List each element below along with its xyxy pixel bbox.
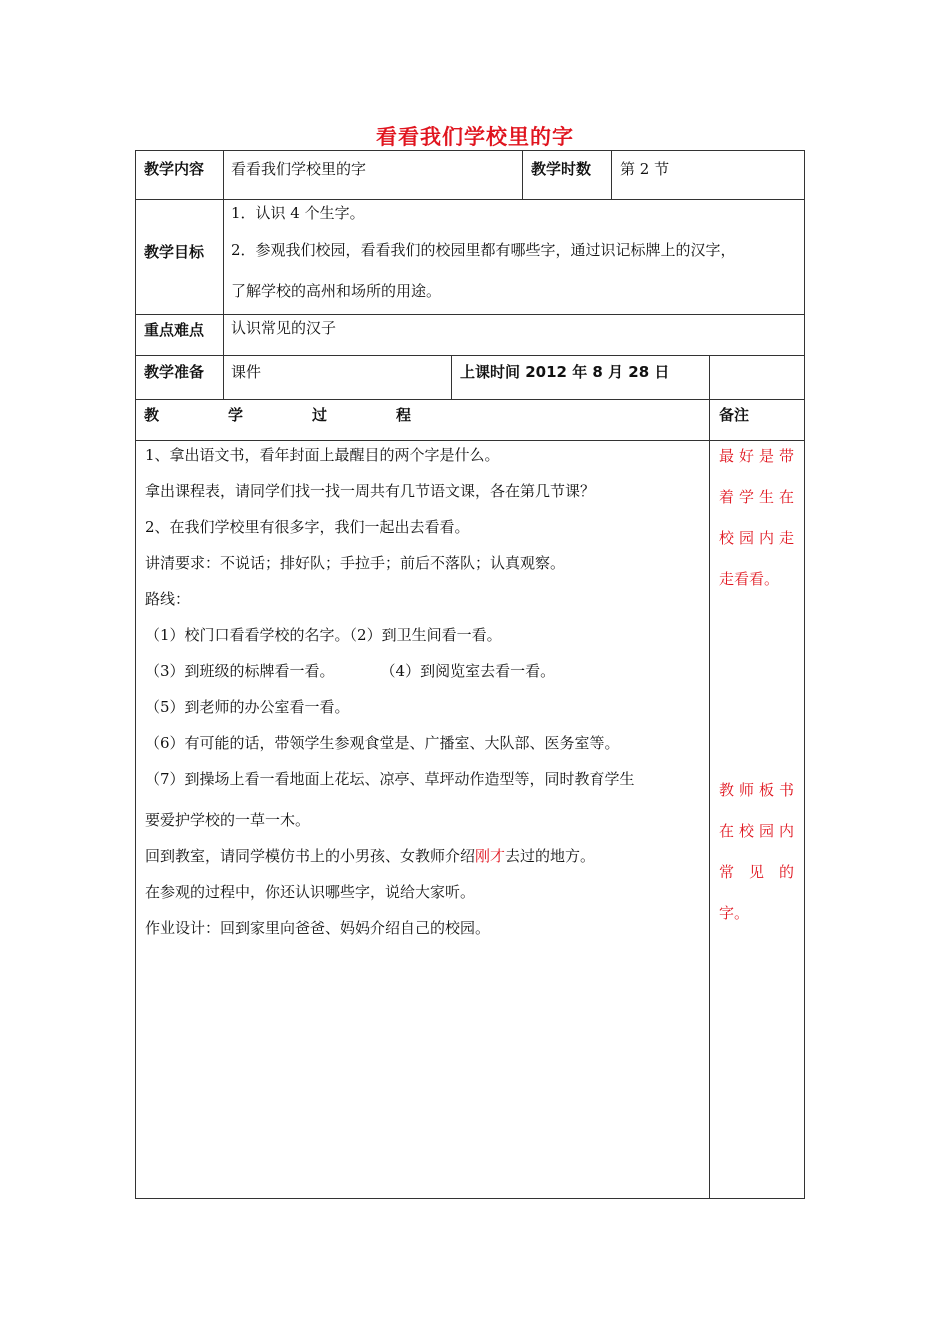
process-line: （7）到操场上看一看地面上花坛、凉亭、草坪动作造型等，同时教育学生	[145, 770, 635, 788]
process-line: 1、拿出语文书，看年封面上最醒目的两个字是什么。	[145, 446, 500, 464]
goal-2-line-2: 了解学校的高州和场所的用途。	[231, 282, 442, 300]
process-line: 讲清要求：不说话；排好队；手拉手；前后不落队；认真观察。	[145, 554, 566, 572]
goal-2-line-1: 2．参观我们校园，看看我们的校园里都有哪些字，通过识记标牌上的汉字，	[231, 241, 736, 259]
process-text: 去过的地方。	[505, 847, 596, 865]
class-time: 上课时间 2012 年 8 月 28 日	[460, 363, 670, 381]
process-char: 过	[312, 406, 328, 424]
page-title: 看看我们学校里的字	[376, 125, 574, 149]
goal-1: 1．认识 4 个生字。	[231, 204, 365, 222]
note-line: 走看看。	[719, 570, 780, 588]
process-line: （5）到老师的办公室看一看。	[145, 698, 350, 716]
key-points: 认识常见的汉子	[231, 319, 337, 337]
lesson-content: 看看我们学校里的字	[231, 160, 367, 178]
note-line: 最好是带	[719, 447, 800, 465]
process-text: 回到教室，请同学模仿书上的小男孩、女教师介绍	[145, 847, 476, 865]
label-preparation: 教学准备	[144, 363, 205, 381]
preparation: 课件	[231, 363, 262, 381]
process-line: 路线：	[145, 590, 191, 608]
process-line: 在参观的过程中，你还认识哪些字，说给大家听。	[145, 883, 476, 901]
note-line: 常 见 的	[719, 863, 795, 881]
process-line: （6）有可能的话，带领学生参观食堂是、广播室、大队部、医务室等。	[145, 734, 620, 752]
process-char: 学	[228, 406, 244, 424]
note-line: 字。	[719, 904, 750, 922]
route-4: （4）到阅览室去看一看。	[380, 662, 556, 680]
process-line	[145, 661, 555, 681]
note-line: 在校园内	[719, 822, 800, 840]
highlight-text: 刚才	[475, 847, 506, 865]
process-char: 程	[396, 406, 412, 424]
process-line: 2、在我们学校里有很多字，我们一起出去看看。	[145, 518, 470, 536]
process-line	[145, 846, 595, 866]
process-line: 作业设计：回到家里向爸爸、妈妈介绍自己的校园。	[145, 919, 491, 937]
route-3: （3）到班级的标牌看一看。	[145, 662, 335, 680]
note-line: 着学生在	[719, 488, 800, 506]
label-goals: 教学目标	[144, 243, 205, 261]
label-key-points: 重点难点	[144, 321, 205, 339]
process-line: 要爱护学校的一草一木。	[145, 811, 311, 829]
label-hours: 教学时数	[531, 160, 592, 178]
note-line: 教师板书	[719, 781, 800, 799]
lesson-hours: 第 2 节	[620, 160, 670, 178]
process-char: 教	[144, 406, 160, 424]
process-line: （1）校门口看看学校的名字。（2）到卫生间看一看。	[145, 626, 502, 644]
label-content: 教学内容	[144, 160, 205, 178]
process-line: 拿出课程表，请同学们找一找一周共有几节语文课，各在第几节课？	[145, 482, 596, 500]
note-line: 校园内走	[719, 529, 800, 547]
remark-header: 备注	[719, 406, 750, 424]
